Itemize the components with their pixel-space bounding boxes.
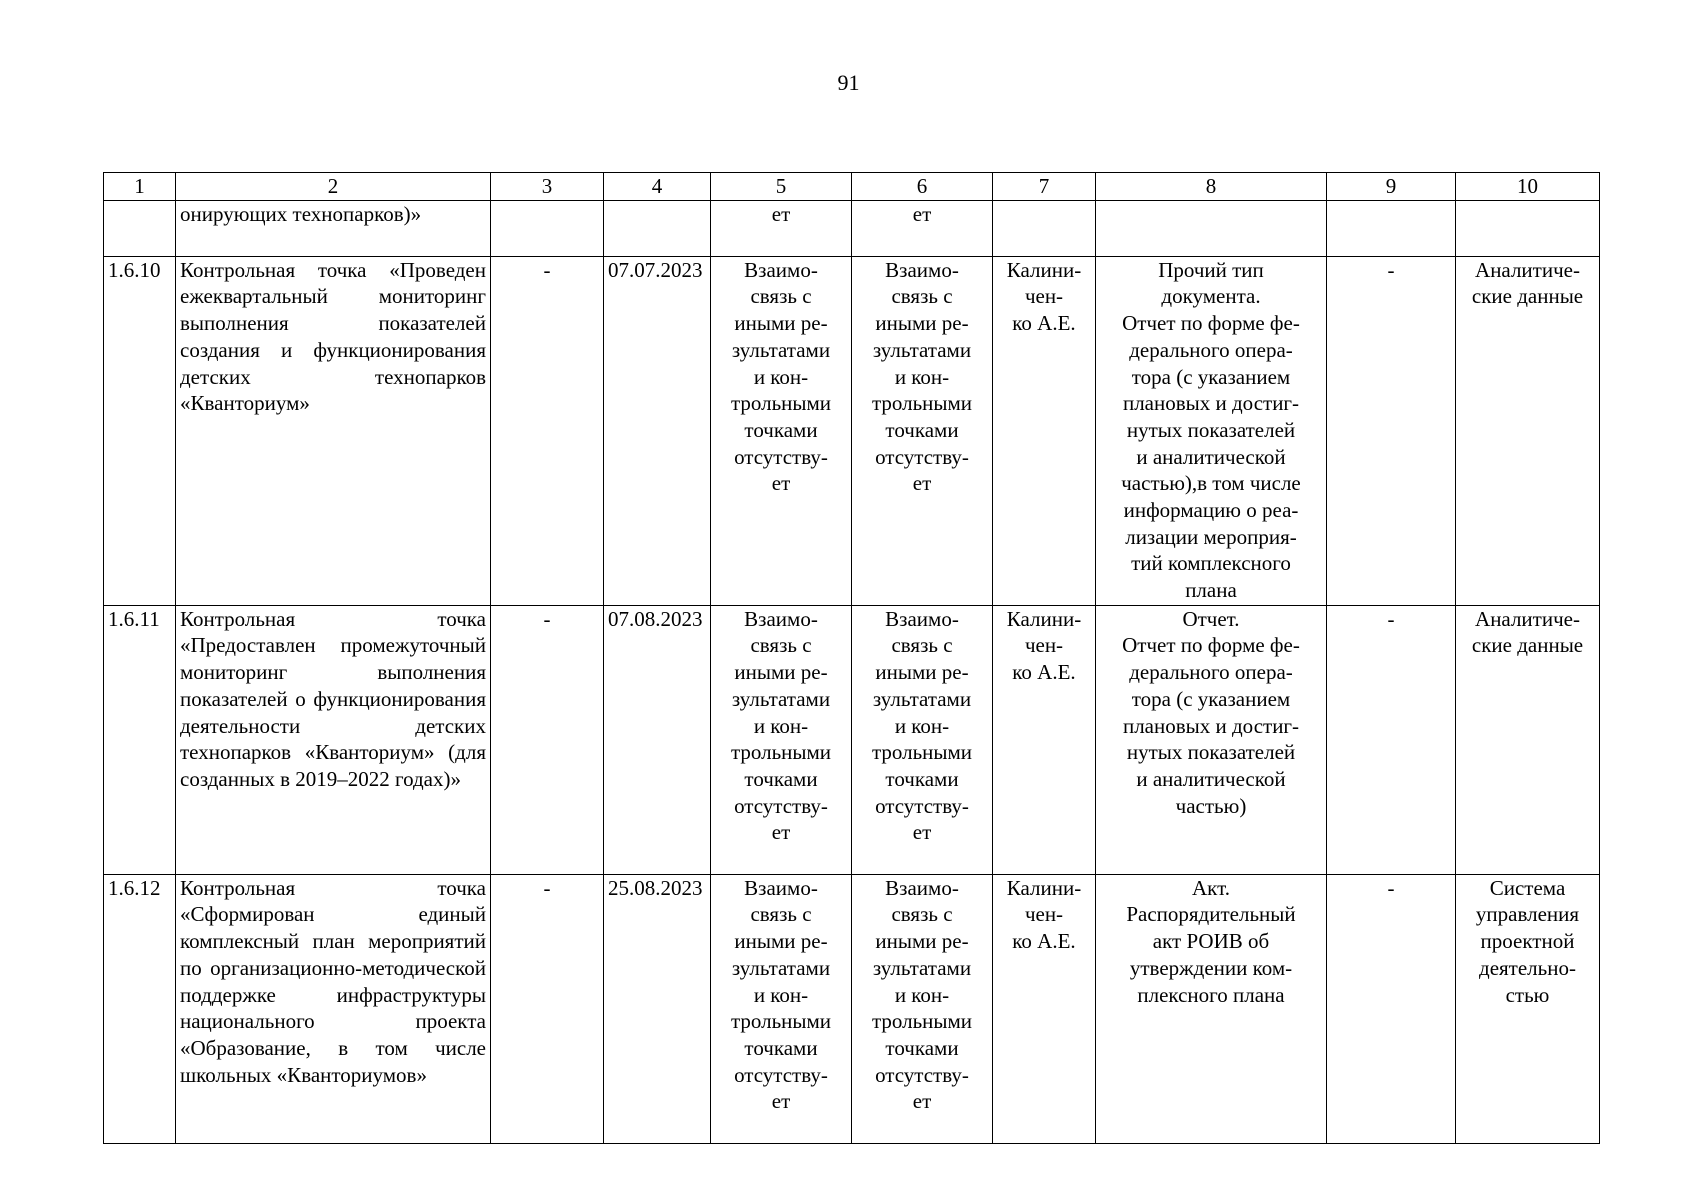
row-relation-next: Взаимо- связь с иными ре- зультатами и кон- трольными точками отсутству- ет [852,874,993,1143]
cont-empty-cell [604,200,711,256]
row-col9: - [1327,605,1456,874]
row-relation-next: Взаимо- связь с иными ре- зультатами и кон- трольными точками отсутству- ет [852,605,993,874]
row-col3: - [491,605,604,874]
row-number: 1.6.12 [104,874,176,1143]
row-number: 1.6.11 [104,605,176,874]
row-description: Контрольная точка «Проведен ежеквартальный мониторинг выполнения показателей создания и функционирования детских технопарков «Кванториум» [176,256,491,605]
row-document: Прочий тип документа. Отчет по форме фе- дерального опера- тора (с указанием плановых и достиг- нутых показателей и аналитической частью),в том числе информацию о реа- лизации мероприя- тий комплексного плана [1096,256,1327,605]
row-col9: - [1327,256,1456,605]
row-col9: - [1327,874,1456,1143]
header-cell: 7 [993,173,1096,201]
row-info-system: Система управления проектной деятельно- стью [1456,874,1600,1143]
cont-num-cell [104,200,176,256]
cont-empty-cell [491,200,604,256]
cont-empty-cell [1096,200,1327,256]
cont-empty-cell [1456,200,1600,256]
row-relation-next: Взаимо- связь с иными ре- зультатами и кон- трольными точками отсутству- ет [852,256,993,605]
row-description: Контрольная точка «Сформирован единый комплексный план мероприятий по организационно-методической поддержке инфраструктуры национального проекта «Образование, в том числе школьных «Кванториумов» [176,874,491,1143]
header-cell: 5 [711,173,852,201]
row-description: Контрольная точка «Предоставлен промежуточный мониторинг выполнения показателей о функционирования деятельности детских технопарков «Кванториум» (для созданных в 2019–2022 годах)» [176,605,491,874]
row-col3: - [491,874,604,1143]
continuation-row [104,200,1600,256]
row-date: 07.07.2023 [604,256,711,605]
row-relation-prev: Взаимо- связь с иными ре- зультатами и кон- трольными точками отсутству- ет [711,874,852,1143]
row-number: 1.6.10 [104,256,176,605]
page-number: 91 [837,70,860,95]
row-relation-prev: Взаимо- связь с иными ре- зультатами и кон- трольными точками отсутству- ет [711,605,852,874]
header-cell: 2 [176,173,491,201]
header-row [104,173,1600,201]
table-row [104,874,1600,1143]
row-info-system: Аналитиче- ские данные [1456,605,1600,874]
cont-empty-cell [993,200,1096,256]
control-points-table [103,172,1600,1144]
table-row [104,605,1600,874]
table-row [104,256,1600,605]
cont-relation-cell: ет [711,200,852,256]
row-responsible: Калини- чен- ко А.Е. [993,874,1096,1143]
header-cell: 1 [104,173,176,201]
row-document: Акт. Распорядительный акт РОИВ об утверждении ком- плексного плана [1096,874,1327,1143]
row-responsible: Калини- чен- ко А.Е. [993,605,1096,874]
row-date: 07.08.2023 [604,605,711,874]
row-info-system: Аналитиче- ские данные [1456,256,1600,605]
header-cell: 4 [604,173,711,201]
row-responsible: Калини- чен- ко А.Е. [993,256,1096,605]
header-cell: 8 [1096,173,1327,201]
header-cell: 9 [1327,173,1456,201]
cont-empty-cell [1327,200,1456,256]
row-col3: - [491,256,604,605]
cont-desc-cell: онирующих технопарков)» [176,200,491,256]
row-date: 25.08.2023 [604,874,711,1143]
header-cell: 3 [491,173,604,201]
row-relation-prev: Взаимо- связь с иными ре- зультатами и кон- трольными точками отсутству- ет [711,256,852,605]
row-document: Отчет. Отчет по форме фе- дерального опера- тора (с указанием плановых и достиг- нутых показателей и аналитической частью) [1096,605,1327,874]
header-cell: 6 [852,173,993,201]
cont-relation-cell: ет [852,200,993,256]
header-cell: 10 [1456,173,1600,201]
